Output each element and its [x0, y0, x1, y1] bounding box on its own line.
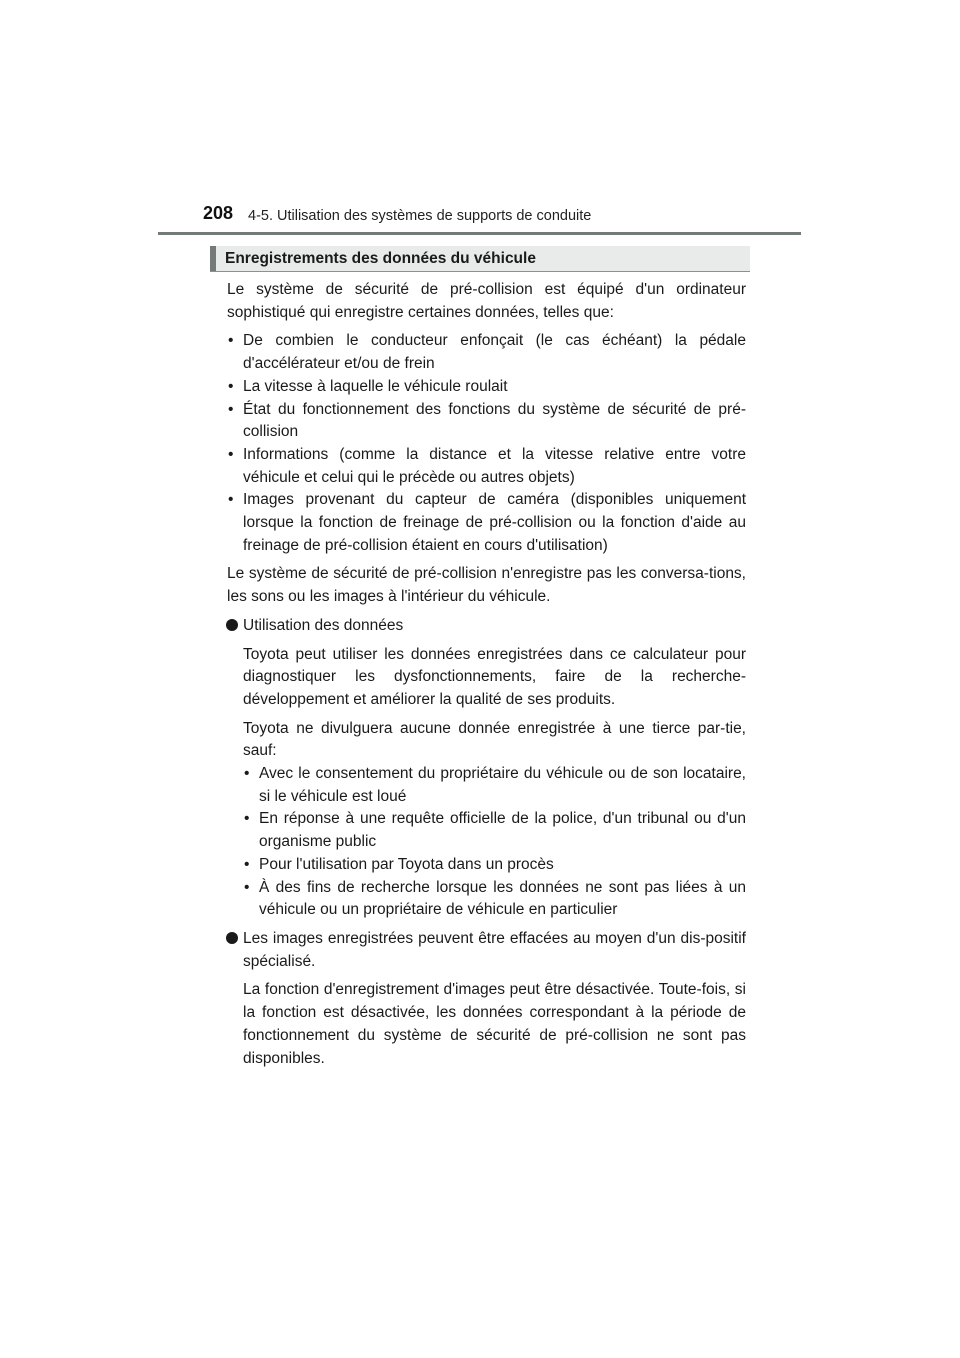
list-item: • Pour l'utilisation par Toyota dans un procès	[243, 854, 746, 877]
bullet-icon: •	[228, 400, 234, 418]
bullet-icon: •	[244, 810, 250, 828]
page-number: 208	[203, 203, 234, 223]
usage-heading: Utilisation des données	[227, 615, 746, 638]
bullet-icon: •	[244, 765, 250, 783]
section-heading	[210, 246, 750, 272]
header-divider	[158, 232, 801, 235]
images-paragraph: La fonction d'enregistrement d'images peut être désactivée. Toute-fois, si la fonction est désactivée, les données correspondant à la période de fonctionnement du système de sécurité de pré-collision ne sont pas disponibles.	[243, 981, 746, 1067]
list-item: • État du fonctionnement des fonctions du système de sécurité de pré-collision	[228, 400, 746, 441]
intro-paragraph: Le système de sécurité de pré-collision est équipé d'un ordinateur sophistiqué qui enregistre certaines données, telles que:	[227, 281, 746, 321]
page-body	[227, 279, 746, 1076]
disclosure-exceptions-list	[243, 763, 746, 922]
section-heading-accent-bar	[210, 246, 216, 271]
section-heading-label: Enregistrements des données du véhicule	[225, 250, 536, 267]
list-item: • Images provenant du capteur de caméra (disponibles uniquement lorsque la fonction de freinage de pré-collision ou la fonction d'aide au freinage de pré-collision étaient en cours d'utilisation)	[228, 491, 746, 554]
usage-block	[227, 644, 746, 922]
no-record-paragraph: Le système de sécurité de pré-collision n'enregistre pas les conversa-tions, les sons ou les images à l'intérieur du véhicule.	[227, 565, 746, 606]
list-item: • Avec le consentement du propriétaire du véhicule ou de son locataire, si le véhicule est loué	[244, 765, 746, 805]
list-item: • La vitesse à laquelle le véhicule roulait	[227, 376, 746, 399]
bullet-icon: •	[228, 332, 234, 350]
filled-circle-icon	[226, 932, 238, 944]
bullet-icon: •	[228, 445, 234, 463]
list-item: • À des fins de recherche lorsque les données ne sont pas liées à un véhicule ou un propriétaire de véhicule en particulier	[244, 878, 746, 919]
disclosure-paragraph: Toyota ne divulguera aucune donnée enregistrée à une tierce par-tie, sauf:	[243, 719, 746, 760]
list-item: • Informations (comme la distance et la vitesse relative entre votre véhicule et celui qui le précède ou autres objets)	[228, 445, 746, 486]
bullet-icon: •	[228, 491, 234, 509]
chapter-title: 4-5. Utilisation des systèmes de supports de conduite	[248, 208, 592, 224]
bullet-icon: •	[244, 878, 250, 896]
bullet-icon: •	[244, 855, 250, 873]
bullet-icon: •	[228, 377, 234, 395]
list-item: • En réponse à une requête officielle de la police, d'un tribunal ou d'un organisme public	[244, 810, 746, 851]
images-heading: Les images enregistrées peuvent être effacées au moyen d'un dis-positif spécialisé.	[227, 928, 746, 973]
recorded-data-list	[227, 330, 746, 557]
list-item: • De combien le conducteur enfonçait (le cas échéant) la pédale d'accélérateur et/ou de frein	[228, 332, 746, 373]
filled-circle-icon	[226, 619, 238, 631]
usage-paragraph: Toyota peut utiliser les données enregistrées dans ce calculateur pour diagnostiquer les dysfonctionnements, faire de la recherche-développement et améliorer la qualité de ses produits.	[243, 645, 746, 708]
images-block	[227, 979, 746, 1070]
